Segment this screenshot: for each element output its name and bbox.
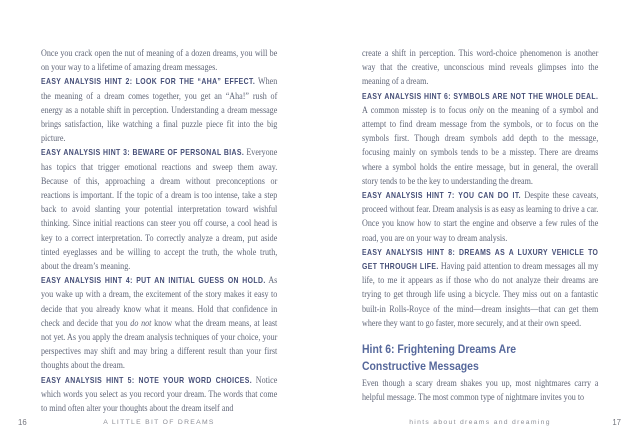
hint-3-header: EASY ANALYSIS HINT 3: BEWARE OF PERSONAL BIAS.: [41, 148, 245, 158]
paragraph-hint-5: [41, 374, 277, 417]
paragraph-hint-2: [41, 75, 277, 146]
paragraph-hint-4: [41, 274, 277, 373]
hint-4-header: EASY ANALYSIS HINT 4: PUT AN INITIAL GUESS ON HOLD.: [41, 276, 266, 286]
hint-8-header: EASY ANALYSIS HINT 8: DREAMS AS A LUXURY VEHICLE TO GET THROUGH LIFE.: [362, 247, 599, 272]
italic-phrase: do not: [130, 318, 152, 329]
left-text-block: [41, 47, 277, 416]
paragraph-hint-3: [41, 146, 277, 274]
paragraph-closing: [362, 377, 598, 405]
paragraph-continuation: [41, 47, 277, 75]
section-heading: [362, 341, 598, 374]
paragraph-text: Once you crack open the nut of meaning of a dozen dreams, you will be on your way to a lifetime of amazing dream messages.: [41, 49, 278, 74]
running-head-right: hints about dreams and dreaming: [409, 419, 551, 426]
paragraph-hint-8: [362, 246, 598, 331]
paragraph-text: Having paid attention to dream messages all my life, to me it appears as if those who do not analyze their dreams are trying to get through life using a bicycle. They miss out on a fantastic built-in Rolls-Royce of the mind—dream insights—that can get them where they want to go faster, more securely, and at their own speed.: [362, 262, 599, 329]
paragraph-text: A common misstep is to focus: [362, 105, 470, 116]
paragraph-text: create a shift in perception. This word-choice phenomenon is another way that the creative, unconscious mind reveals glimpses into the meaning of a dream.: [362, 49, 599, 88]
running-head-left: A LITTLE BIT OF DREAMS: [103, 419, 215, 426]
paragraph-text: Despite these caveats, proceed without fear. Dream analysis is as easy as learning to drive a car. Once you know how to start the engine and observe a few rules of the road, you are on your way to dream analysis.: [362, 191, 599, 244]
hint-2-header: EASY ANALYSIS HINT 2: LOOK FOR THE “AHA” EFFECT.: [41, 77, 256, 87]
hint-6-header: EASY ANALYSIS HINT 6: SYMBOLS ARE NOT THE WHOLE DEAL.: [362, 91, 599, 101]
right-text-block: [362, 47, 598, 405]
page-number-right: 17: [612, 418, 621, 427]
paragraph-continuation: [362, 47, 598, 90]
page-right: [320, 0, 640, 448]
section-heading-line-2: Constructive Messages: [362, 358, 479, 373]
paragraph-hint-7: [362, 189, 598, 246]
page-number-left: 16: [18, 418, 27, 427]
hint-7-header: EASY ANALYSIS HINT 7: YOU CAN DO IT.: [362, 191, 521, 201]
paragraph-text: As you wake up with a dream, the excitement of the story makes it easy to decide that you already know what it means. Hold that confidence in check and decide that you: [41, 276, 278, 329]
paragraph-text: Even though a scary dream shakes you up, most nightmares carry a helpful message. The most common type of nightmare invites you to: [362, 379, 599, 404]
hint-5-header: EASY ANALYSIS HINT 5: NOTE YOUR WORD CHOICES.: [41, 375, 253, 385]
italic-phrase: only: [469, 105, 484, 116]
section-heading-line-1: Hint 6: Frightening Dreams Are: [362, 342, 517, 357]
paragraph-text: know what the dream means, at least not yet. As you apply the dream analysis techniques of your choice, your perspectives may shift and may bring a different result than your first thoughts about the dream.: [41, 318, 278, 372]
paragraph-text: on the meaning of a symbol and attempt to find dream message from the symbols, or to focus on the symbols first. Though dream symbols add depth to the message, focusing mainly on symbols tends to be a misstep. There are dreams where a symbol holds the entire message, but in general, the overall story tends to be the key to understanding the dream.: [362, 105, 599, 187]
paragraph-hint-6: [362, 90, 598, 189]
paragraph-text: Everyone has topics that trigger emotional reactions and sweep them away. Because of this, approaching a dream without preconceptions or reactions is important. If the topic of a dream is too intense, take a step back to avoid slanting your potential interpretation toward wishful thinking. Since initial reactions can steer you off course, a cool head is key to a correct interpretation. To correctly analyze a dream, put aside tinted eyeglasses and be willing to accept the truth, the whole truth, about the dream’s meaning.: [41, 148, 278, 273]
paragraph-text: Notice which words you select as you record your dream. The words that come to mind often alter your thoughts about the dream itself and: [41, 375, 278, 415]
paragraph-text: When the meaning of a dream comes together, you get an “Aha!” rush of energy as a notable shift in perception. Understanding a dream message brings satisfaction, like watching a final puzzle piece fit into the big picture.: [41, 77, 278, 145]
